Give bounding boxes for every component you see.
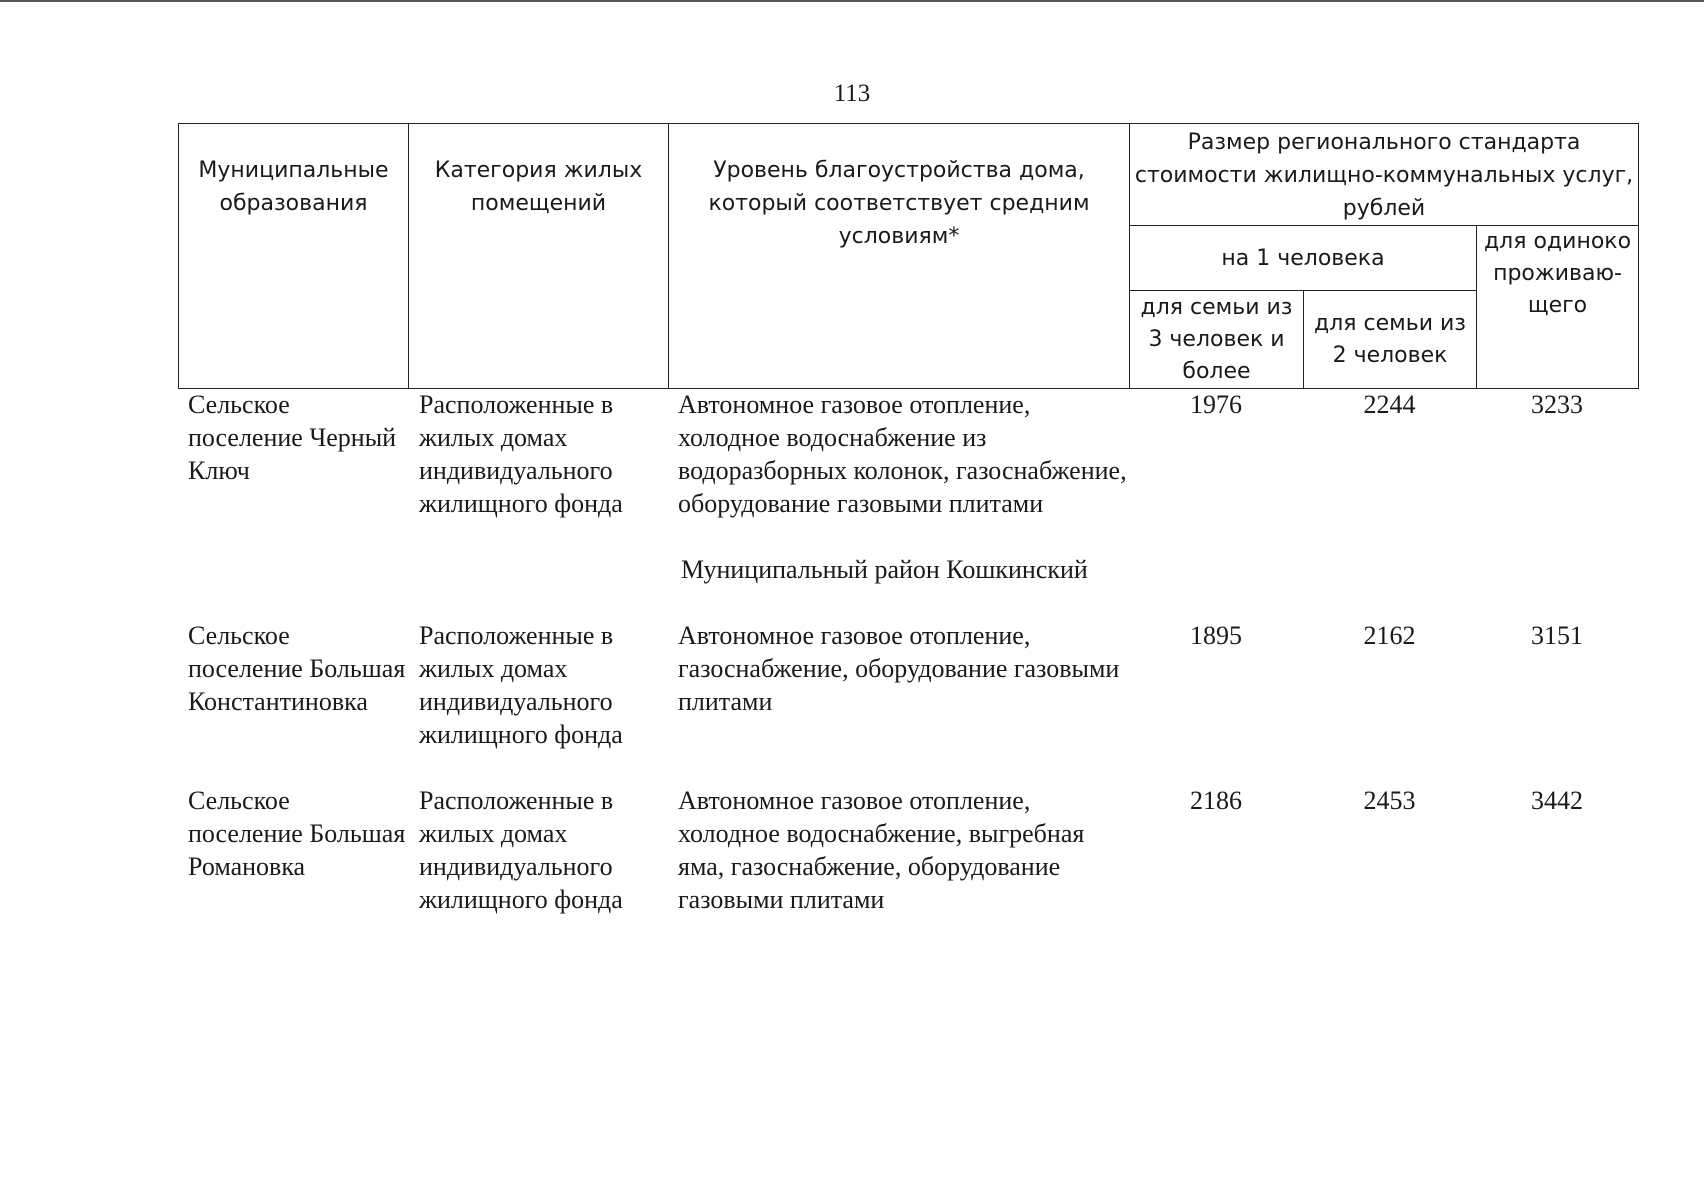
cell-municipality: Сельское поселение Большая Константиновка	[188, 621, 406, 716]
cell-family2: 2244	[1363, 390, 1416, 419]
cell-family2: 2453	[1363, 786, 1416, 815]
header-category: Категория жилых помещений	[409, 124, 669, 389]
header-family3: для семьи из 3 человек и более	[1130, 291, 1304, 389]
cell-municipality: Сельское поселение Большая Романовка	[188, 786, 406, 881]
header-single-line1: для одиноко	[1483, 229, 1632, 254]
district-heading-row	[178, 553, 1638, 586]
cell-category: Расположенные в жилых домах индивидуального жилищного фонда	[419, 621, 623, 749]
district-heading: Муниципальный район Кошкинский	[681, 555, 1088, 584]
table-row	[178, 619, 1638, 751]
cell-family2: 2162	[1363, 621, 1416, 650]
cell-single: 3442	[1531, 786, 1583, 815]
top-border-line	[0, 0, 1704, 2]
header-single-line2: проживаю-щего	[1493, 261, 1622, 318]
cell-single: 3233	[1531, 390, 1583, 419]
header-level: Уровень благоустройства дома, который соответствует средним условиям*	[669, 124, 1130, 389]
header-municipality: Муниципальные образования	[179, 124, 409, 389]
header-family2: для семьи из 2 человек	[1304, 291, 1477, 389]
cell-municipality: Сельское поселение Черный Ключ	[188, 390, 397, 485]
header-per-person: на 1 человека	[1130, 226, 1477, 291]
header-single	[1477, 226, 1639, 389]
cell-category: Расположенные в жилых домах индивидуального жилищного фонда	[419, 786, 623, 914]
cell-level: Автономное газовое отопление, холодное водоснабжение из водоразборных колонок, газоснабжение, оборудование газовыми плитами	[678, 390, 1127, 518]
table-body	[178, 388, 1638, 916]
page-number: 113	[833, 80, 871, 107]
table-header	[178, 123, 1639, 389]
table-row	[178, 388, 1638, 520]
cell-category: Расположенные в жилых домах индивидуального жилищного фонда	[419, 390, 623, 518]
table-row	[178, 784, 1638, 916]
cell-level: Автономное газовое отопление, газоснабжение, оборудование газовыми плитами	[678, 621, 1120, 716]
cell-level: Автономное газовое отопление, холодное водоснабжение, выгребная яма, газоснабжение, оборудование газовыми плитами	[678, 786, 1085, 914]
cell-family3: 1976	[1190, 390, 1242, 419]
cell-family3: 1895	[1190, 621, 1242, 650]
header-regional-standard: Размер регионального стандарта стоимости жилищно-коммунальных услуг, рублей	[1130, 124, 1639, 226]
cell-family3: 2186	[1190, 786, 1242, 815]
cell-single: 3151	[1531, 621, 1583, 650]
